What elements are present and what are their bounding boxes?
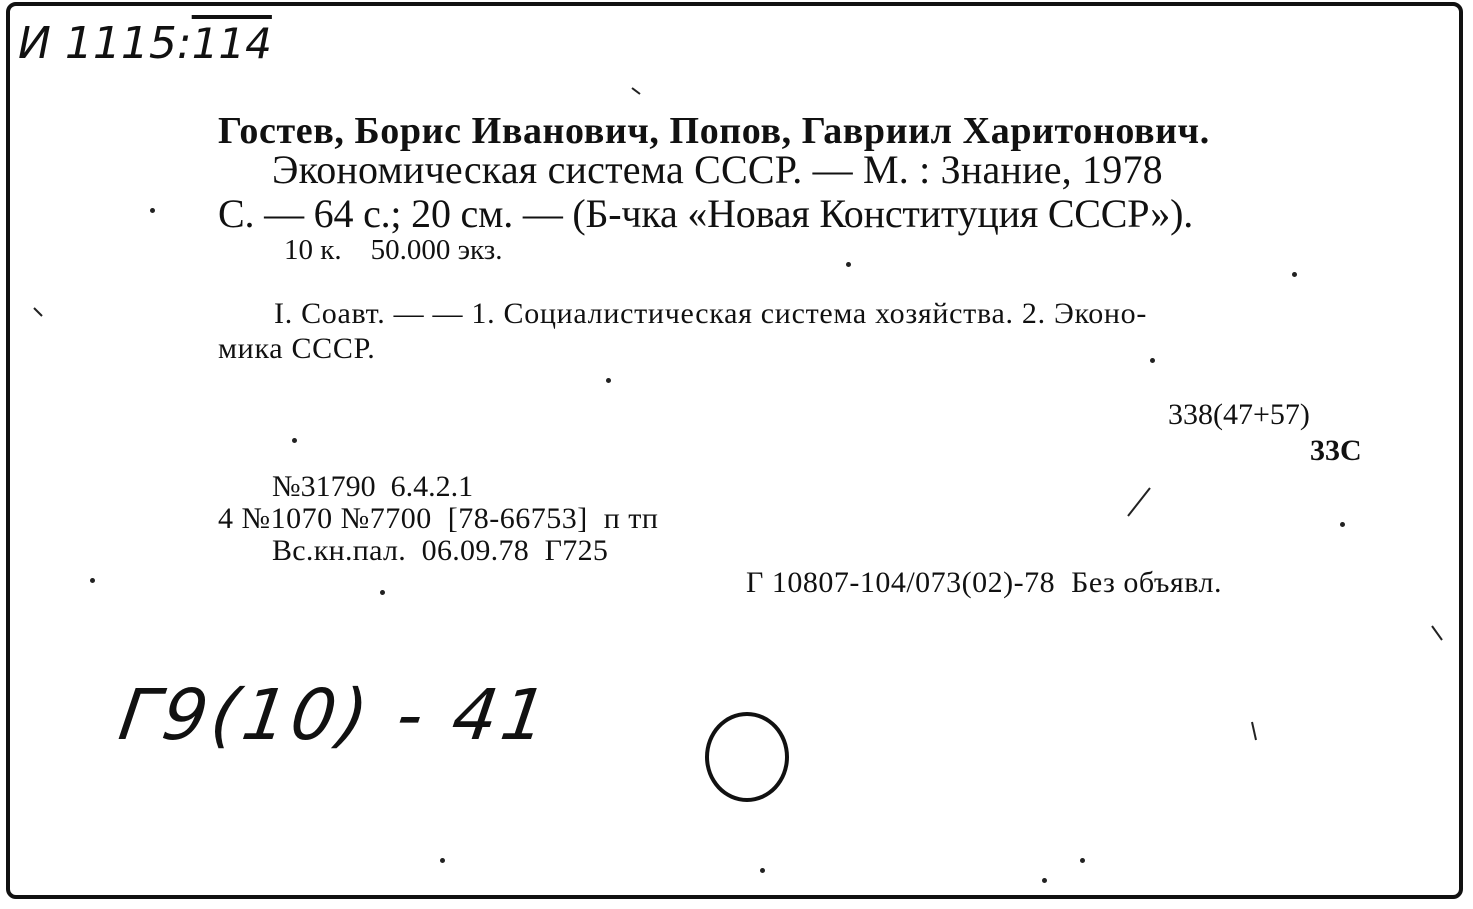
pages-line: С. — 64 с.; 20 см. — (Б-чка «Новая Конституция СССР»). — [218, 191, 1194, 236]
speck — [440, 858, 445, 863]
speck — [1080, 858, 1085, 863]
registry-line-3: Вс.кн.пал. 06.09.78 Г725 — [272, 534, 609, 567]
handwritten-code-sub: 114 — [191, 19, 272, 68]
speck — [1292, 272, 1297, 277]
card-punch-hole — [705, 712, 789, 802]
authors-heading: Гостев, Борис Иванович, Попов, Гавриил Харитонович. — [218, 110, 1210, 152]
speck — [760, 868, 765, 873]
handwritten-shelf-mark: Г9(10) - 41 — [114, 674, 556, 756]
subjects-line-1: I. Соавт. — — 1. Социалистическая система хозяйства. 2. Эконо- — [274, 297, 1148, 330]
speck — [90, 578, 95, 583]
speck — [1150, 358, 1155, 363]
title-line: Экономическая система СССР. — М. : Знание, 1978 — [272, 147, 1163, 192]
speck — [292, 438, 297, 443]
registry-line-2: 4 №1070 №7700 [78-66753] п тп — [218, 502, 659, 535]
speck — [846, 262, 851, 267]
udc-number: 338(47+57) — [1168, 398, 1310, 431]
speck — [1042, 878, 1047, 883]
speck — [380, 590, 385, 595]
bbk-number: 33С — [1310, 434, 1362, 467]
registry-line-4: Г 10807-104/073(02)-78 Без объявл. — [746, 566, 1222, 599]
subjects-line-2: мика СССР. — [218, 332, 376, 365]
speck — [1340, 522, 1345, 527]
price-line: 10 к. 50.000 экз. — [284, 234, 503, 266]
registry-line-1: №31790 6.4.2.1 — [272, 470, 474, 503]
handwritten-code — [18, 18, 272, 69]
speck — [150, 208, 155, 213]
speck — [606, 378, 611, 383]
handwritten-code-main: И 1115: — [18, 18, 192, 69]
